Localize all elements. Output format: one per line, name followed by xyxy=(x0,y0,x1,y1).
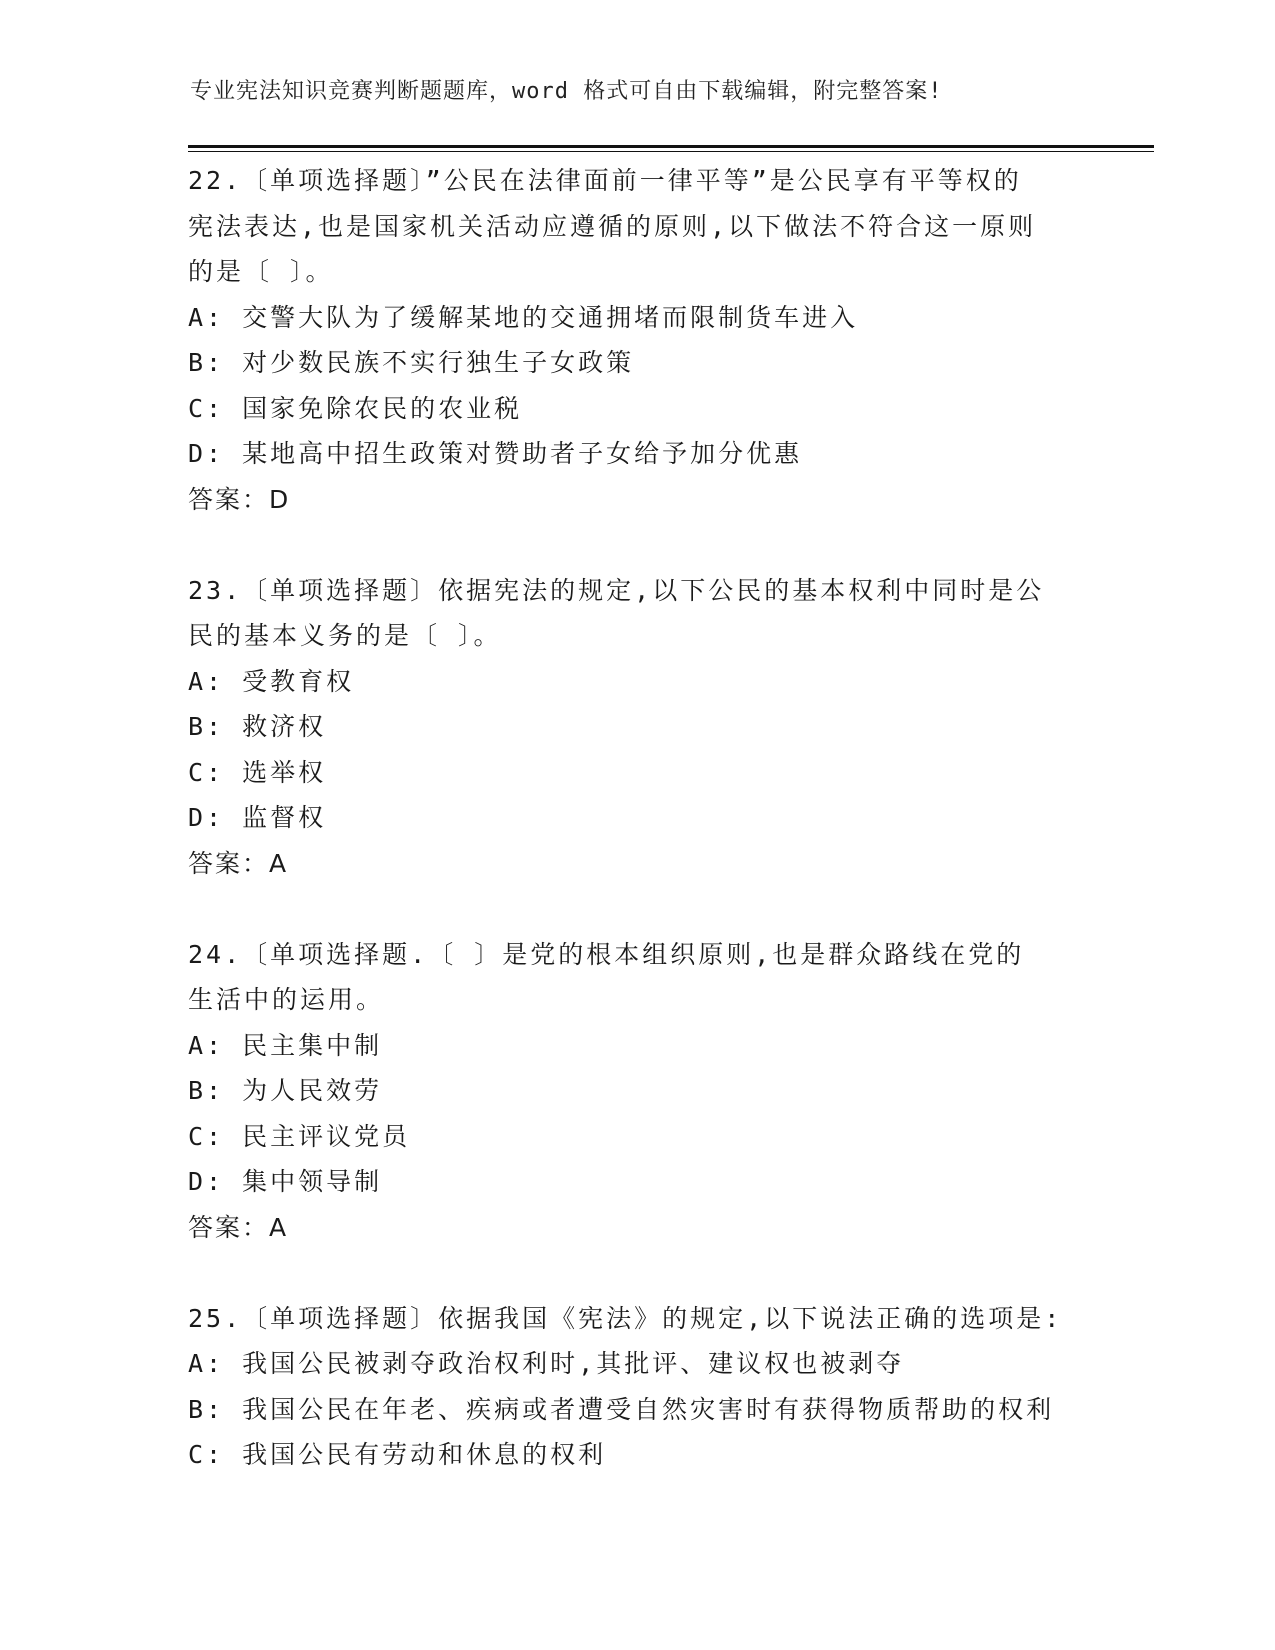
option-a: A: 民主集中制 xyxy=(188,1030,383,1060)
header-rule-thick xyxy=(188,145,1154,148)
answer: 答案：D xyxy=(188,484,291,514)
option-a: A: 受教育权 xyxy=(188,666,355,696)
spacer xyxy=(188,522,1088,568)
question-stem-line: 23.〔单项选择题〕依据宪法的规定,以下公民的基本权利中同时是公 xyxy=(188,575,1045,605)
option-c: C: 国家免除农民的农业税 xyxy=(188,393,523,423)
question-25 xyxy=(188,1296,1088,1478)
question-stem-line: 22.〔单项选择题〕”公民在法律面前一律平等”是公民享有平等权的 xyxy=(188,166,1022,195)
option-b: B: 我国公民在年老、疾病或者遭受自然灾害时有获得物质帮助的权利 xyxy=(188,1394,1055,1424)
option-a: A: 交警大队为了缓解某地的交通拥堵而限制货车进入 xyxy=(188,302,859,332)
question-23 xyxy=(188,568,1088,887)
question-stem-line: 的是〔 〕。 xyxy=(188,257,334,286)
option-a: A: 我国公民被剥夺政治权利时,其批评、建议权也被剥夺 xyxy=(188,1349,905,1378)
option-b: B: 救济权 xyxy=(188,712,327,741)
header-rule-thin xyxy=(188,151,1154,152)
spacer xyxy=(188,886,1088,932)
question-24 xyxy=(188,932,1088,1251)
option-b: B: 对少数民族不实行独生子女政策 xyxy=(188,348,635,377)
spacer xyxy=(188,1250,1088,1296)
option-c: C: 选举权 xyxy=(188,757,327,787)
question-stem-line: 民的基本义务的是〔 〕。 xyxy=(188,621,502,650)
option-d: D: 集中领导制 xyxy=(188,1167,383,1196)
option-d: D: 监督权 xyxy=(188,803,327,832)
question-stem-line: 25.〔单项选择题〕依据我国《宪法》的规定,以下说法正确的选项是: xyxy=(188,1303,1063,1333)
option-d: D: 某地高中招生政策对赞助者子女给予加分优惠 xyxy=(188,439,803,468)
question-stem-line: 24.〔单项选择题.〔 〕是党的根本组织原则,也是群众路线在党的 xyxy=(188,939,1025,969)
option-c: C: 民主评议党员 xyxy=(188,1121,411,1151)
question-22 xyxy=(188,158,1088,522)
answer: 答案：A xyxy=(188,848,289,878)
option-b: B: 为人民效劳 xyxy=(188,1076,383,1105)
answer: 答案：A xyxy=(188,1212,289,1242)
question-list xyxy=(188,158,1088,1478)
question-stem-line: 宪法表达,也是国家机关活动应遵循的原则,以下做法不符合这一原则 xyxy=(188,211,1037,241)
option-c: C: 我国公民有劳动和休息的权利 xyxy=(188,1440,607,1469)
page-header: 专业宪法知识竞赛判断题题库，word 格式可自由下载编辑，附完整答案! xyxy=(190,79,943,104)
question-stem-line: 生活中的运用。 xyxy=(188,985,385,1014)
